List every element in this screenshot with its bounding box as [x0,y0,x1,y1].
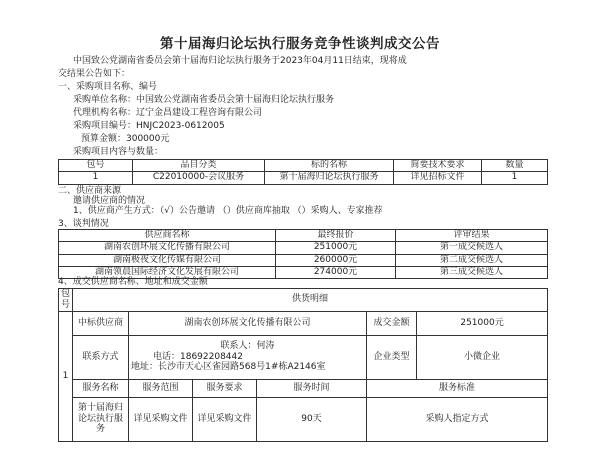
procurer-line: 采购单位名称：中国致公党湖南省委员会第十届海归论坛执行服务 [73,95,335,105]
budget-line: 预算金额：300000元 [81,134,170,144]
winner-label: 中标供应商 [73,311,129,335]
supplier-name: 湖南农创环展文化传播有限公司 [59,242,276,254]
table-row [59,397,548,441]
enterprise-type-label: 企业类型 [367,335,417,379]
table-header-row [59,160,548,172]
service-name: 第十届海归论坛执行服务 [73,397,129,441]
col-header: 服务要求 [193,379,257,397]
contact-address: 地址：长沙市天心区雀园路568号1#栋A2146室 [131,362,326,373]
table-cell: 1 [59,172,133,184]
amount-value: 251000元 [417,311,548,335]
contact-person: 联系人：何涛 [220,340,275,351]
table-row [59,242,548,254]
final-quote: 260000元 [276,254,396,266]
package-number: 1 [59,311,73,441]
col-header: 简要技术要求 [394,160,482,172]
table-cell: 1 [482,172,548,184]
table-cell: 第十届海归论坛执行服务 [265,172,394,184]
col-header: 标的名称 [265,160,394,172]
invite-subheading: 邀请供应商的情况 [73,196,146,206]
review-result: 第一成交候选人 [396,242,548,254]
col-header: 供应商名称 [59,230,276,242]
section3-heading: 3、谈判情况 [58,219,109,229]
col-header: 服务时间 [257,379,367,397]
col-header: 最终报价 [276,230,396,242]
project-content-table [58,159,548,185]
amount-label: 成交金额 [367,311,417,335]
intro-text: 中国致公党湖南省委员会第十届海归论坛执行服务于2023年04月11日结束，现将成 [73,56,407,66]
contact-info [129,335,367,379]
table-cell: 详见招标文件 [394,172,482,184]
detail-header: 供货明细 [73,289,548,312]
table-row [59,335,548,379]
table-row [59,311,548,335]
table-row [59,172,548,184]
col-header: 品目分类 [133,160,265,172]
table-header-row [59,230,548,242]
intro-text-cont: 交结果公告如下： [58,69,131,79]
table-header-row [59,379,548,397]
review-result: 第三成交候选人 [396,266,548,278]
service-standard: 采购人指定方式 [367,397,548,441]
col-header: 包号 [59,289,73,312]
negotiation-table [58,229,548,279]
service-requirement: 详见采购文件 [193,397,257,441]
enterprise-type: 小微企业 [417,335,548,379]
final-quote: 251000元 [276,242,396,254]
col-header: 包号 [59,160,133,172]
section2-heading: 二、供应商来源 [58,186,122,196]
col-header: 服务名称 [73,379,129,397]
service-time: 90天 [257,397,367,441]
page-title: 第十届海归论坛执行服务竞争性谈判成交公告 [160,36,440,52]
col-header: 服务标准 [367,379,548,397]
table-row [59,254,548,266]
col-header: 服务范围 [129,379,193,397]
project-no-line: 采购项目编号：HNJC2023-0612005 [73,121,225,131]
col-header: 评审结果 [396,230,548,242]
agent-line: 代理机构名称：辽宁金昌建设工程咨询有限公司 [73,108,263,118]
table-cell: C22010000-会议服务 [133,172,265,184]
table-header-row [59,289,548,312]
contact-phone: 电话：18692208442 [153,351,243,362]
content-label: 采购项目内容与数量： [73,147,164,157]
winner-table [58,288,548,442]
supplier-method-line: 1、供应商产生方式：（√）公告邀请 （）供应商库抽取 （）采购人、专家推荐 [73,206,383,216]
final-quote: 274000元 [276,266,396,278]
contact-label: 联系方式 [73,335,129,379]
section4-heading: 4、成交供应商名称、地址和成交金额 [58,277,208,287]
col-header: 数量 [482,160,548,172]
review-result: 第二成交候选人 [396,254,548,266]
supplier-name: 湖南领晨国际经济文化发展有限公司 [59,266,276,278]
section1-heading: 一、采购项目名称、编号 [58,82,158,92]
service-scope: 详见采购文件 [129,397,193,441]
supplier-name: 湖南极夜文化传媒有限公司 [59,254,276,266]
winner-name: 湖南农创环展文化传播有限公司 [129,311,367,335]
